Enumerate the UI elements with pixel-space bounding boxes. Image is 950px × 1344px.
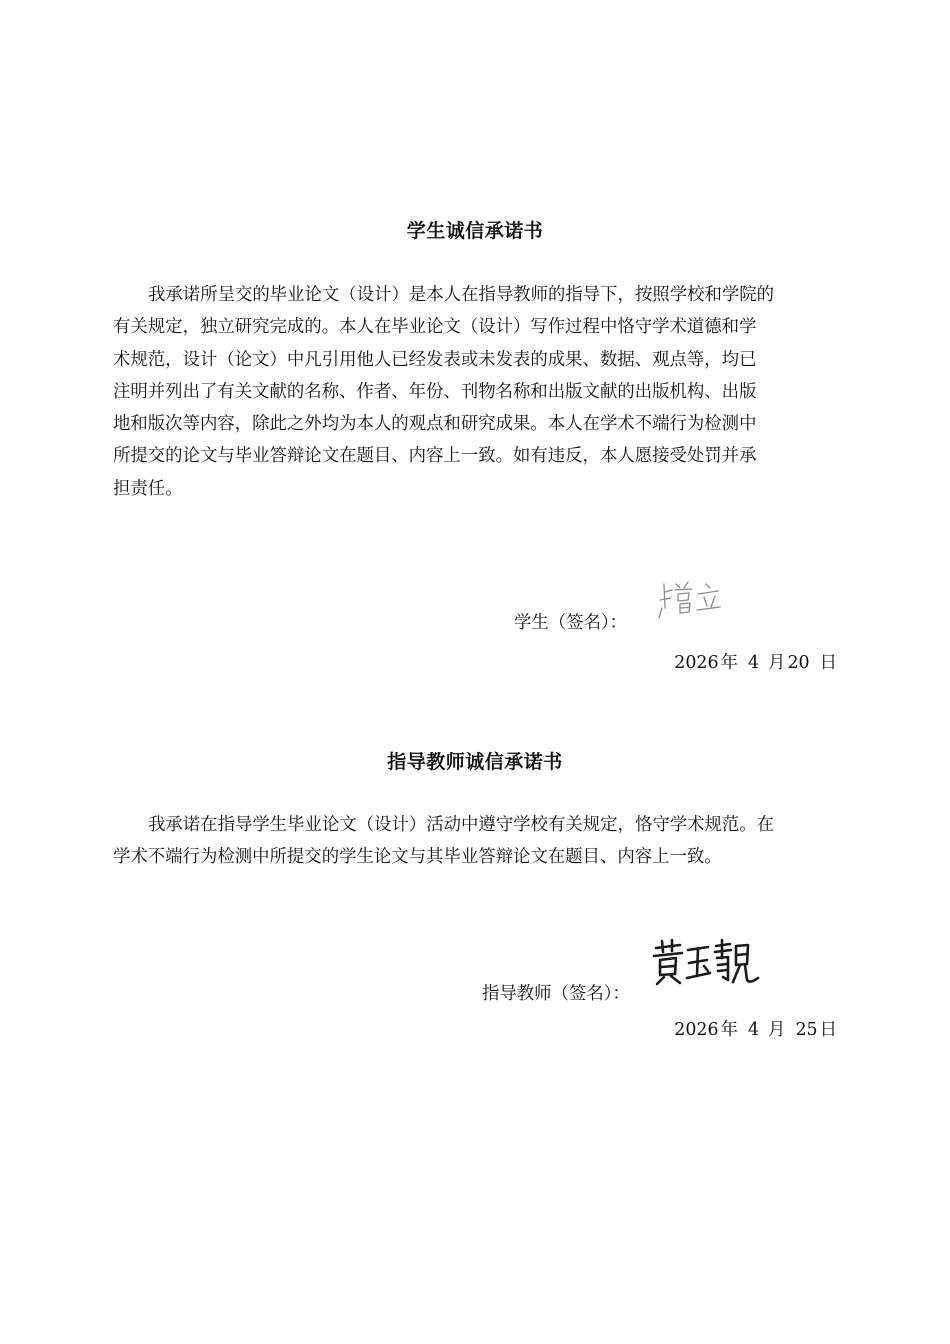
paragraph-line: 有关规定，独立研究完成的。本人在毕业论文（设计）写作过程中恪守学术道德和学 (113, 317, 757, 338)
date-day-unit: 日 (819, 653, 837, 673)
date-month-unit: 月 (768, 653, 786, 673)
date-month: 4 (747, 1020, 760, 1040)
paragraph-line: 术规范，设计（论文）中凡引用他人已经发表或未发表的成果、数据、观点等，均已 (113, 349, 757, 370)
date-year-unit: 年 (720, 653, 738, 673)
paragraph-line: 担责任。 (113, 478, 183, 499)
date-month-unit: 月 (768, 1020, 786, 1040)
student-pledge-paragraph (113, 279, 837, 505)
student-handwritten-signature (656, 578, 728, 624)
date-year: 2026 (674, 653, 719, 673)
advisor-handwritten-signature (650, 938, 762, 988)
date-day: 20 (787, 653, 810, 673)
student-pledge-title: 学生诚信承诺书 (406, 220, 544, 242)
paragraph-line: 地和版次等内容，除此之外均为本人的观点和研究成果。本人在学术不端行为检测中 (113, 414, 757, 435)
paragraph-line: 所提交的论文与毕业答辩论文在题目、内容上一致。如有违反，本人愿接受处罚并承 (113, 446, 757, 467)
paragraph-line: 我承诺所呈交的毕业论文（设计）是本人在指导教师的指导下，按照学校和学院的 (148, 285, 775, 305)
date-day-unit: 日 (819, 1020, 837, 1040)
date-day: 25 (795, 1020, 818, 1040)
date-year-unit: 年 (720, 1020, 738, 1040)
paragraph-line: 我承诺在指导学生毕业论文（设计）活动中遵守学校有关规定，恪守学术规范。在 (148, 815, 775, 835)
advisor-date (674, 1015, 837, 1040)
advisor-pledge-paragraph (113, 809, 837, 874)
student-signature-label: 学生（签名）： (514, 613, 628, 633)
student-date (674, 648, 837, 673)
paragraph-line: 注明并列出了有关文献的名称、作者、年份、刊物名称和出版文献的出版机构、出版 (113, 381, 757, 402)
date-year: 2026 (674, 1020, 719, 1040)
advisor-signature-label: 指导教师（签名）： (482, 984, 630, 1004)
paragraph-line: 学术不端行为检测中所提交的学生论文与其毕业答辩论文在题目、内容上一致。 (113, 847, 722, 868)
advisor-pledge-title: 指导教师诚信承诺书 (387, 751, 563, 773)
date-month: 4 (747, 653, 760, 673)
